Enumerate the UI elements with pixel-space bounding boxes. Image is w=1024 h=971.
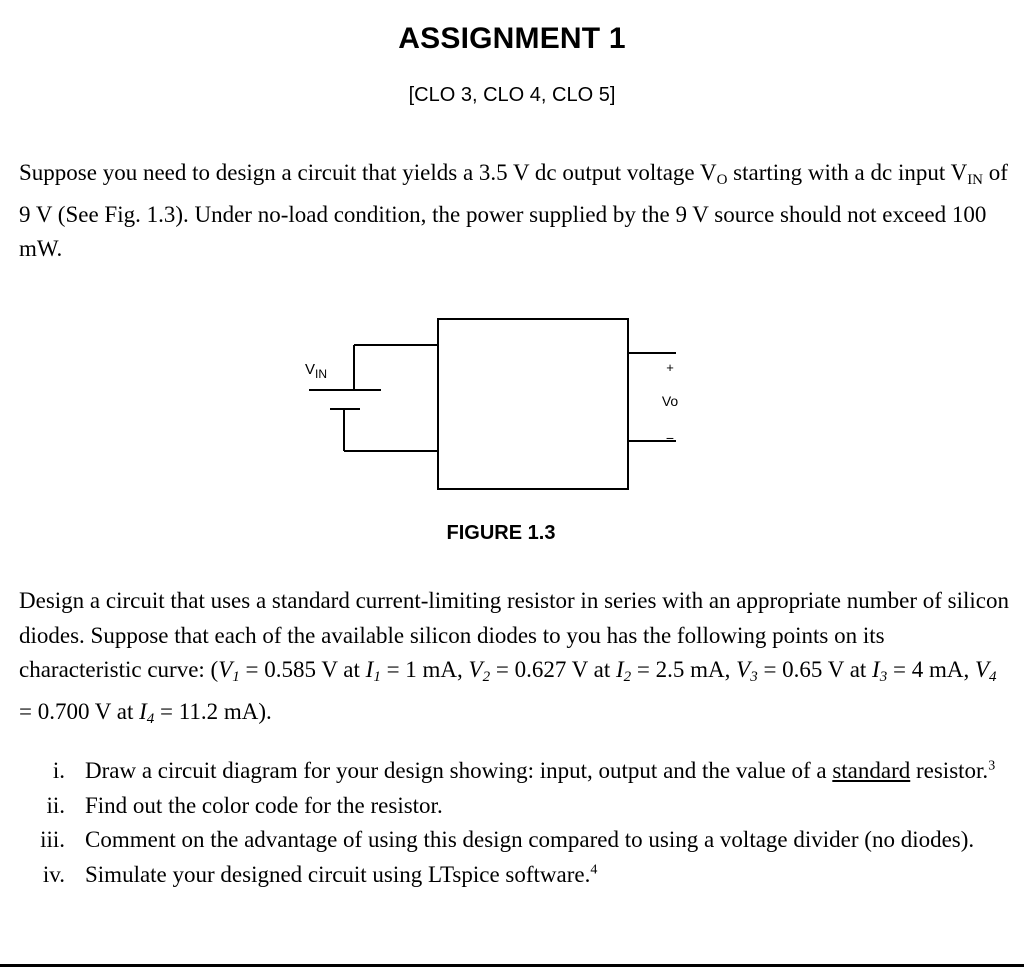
task-text: Comment on the advantage of using this design compared to using a voltage divider (no diodes). bbox=[85, 827, 975, 852]
intro-text-3: of 9 V (See Fig. 1.3). Under no-load condition, the power supplied by the 9 V source should not exceed 100 mW. bbox=[19, 160, 1008, 261]
design-text-4: = 0.627 V at bbox=[490, 657, 616, 682]
v1-subscript: 1 bbox=[232, 669, 240, 685]
minus-sign: − bbox=[665, 430, 675, 446]
task-text: Draw a circuit diagram for your design showing: input, output and the value of a bbox=[85, 758, 833, 783]
design-text-9: = 11.2 mA). bbox=[154, 698, 272, 724]
i2-symbol: I bbox=[615, 657, 624, 682]
task-number: iv. bbox=[42, 861, 65, 887]
circuit-block bbox=[438, 319, 628, 489]
design-text-7: = 4 mA, bbox=[887, 657, 975, 682]
figure-caption: FIGURE 1.3 bbox=[446, 522, 556, 544]
circuit-figure bbox=[290, 310, 710, 500]
vo-label: Vo bbox=[661, 393, 679, 409]
design-text-1: Design a circuit that uses a standard current-limiting resistor in series with an appropriate number of silicon diodes. Suppose that each of the available silicon diodes to you has the following points on its characteristic curve: ( bbox=[19, 588, 1009, 682]
vo-subscript: O bbox=[716, 172, 728, 188]
footnote-ref: 3 bbox=[988, 758, 996, 774]
design-text-6: = 0.65 V at bbox=[757, 657, 873, 682]
plus-sign: + bbox=[666, 360, 674, 375]
design-text-8: = 0.700 V at bbox=[19, 698, 140, 724]
intro-paragraph bbox=[19, 156, 1009, 267]
v4-symbol: V bbox=[974, 657, 990, 682]
design-text-2: = 0.585 V at bbox=[239, 657, 366, 682]
task-item bbox=[19, 858, 1009, 893]
v3-symbol: V bbox=[736, 657, 751, 682]
i4-symbol: I bbox=[139, 698, 147, 724]
task-number: ii. bbox=[46, 792, 65, 818]
task-item bbox=[19, 789, 1009, 824]
task-text: Find out the color code for the resistor. bbox=[85, 792, 443, 818]
footnote-ref: 4 bbox=[590, 861, 598, 877]
v2-symbol: V bbox=[468, 657, 483, 682]
i1-subscript: 1 bbox=[373, 669, 381, 685]
intro-text-1: Suppose you need to design a circuit that yields a 3.5 V dc output voltage V bbox=[19, 160, 717, 185]
v3-subscript: 3 bbox=[750, 669, 758, 685]
page-title: ASSIGNMENT 1 bbox=[398, 22, 626, 55]
task-number: iii. bbox=[40, 827, 65, 852]
i3-subscript: 3 bbox=[879, 669, 888, 685]
underlined-word: standard bbox=[832, 758, 911, 783]
task-item bbox=[19, 754, 1009, 789]
i1-symbol: I bbox=[365, 657, 374, 682]
intro-text-2: starting with a dc input V bbox=[727, 160, 968, 185]
design-text-3: = 1 mA, bbox=[380, 657, 469, 682]
design-text-5: = 2.5 mA, bbox=[631, 657, 737, 682]
task-text-end: resistor. bbox=[910, 758, 989, 783]
i3-symbol: I bbox=[872, 657, 880, 682]
design-paragraph bbox=[19, 584, 1009, 736]
v2-subscript: 2 bbox=[482, 669, 491, 685]
task-item bbox=[19, 823, 1009, 858]
v1-symbol: V bbox=[218, 657, 233, 682]
i4-subscript: 4 bbox=[146, 710, 155, 727]
vin-subscript: IN bbox=[967, 172, 984, 188]
page-bottom-edge bbox=[0, 964, 1024, 967]
v4-subscript: 4 bbox=[989, 669, 997, 685]
clo-references: [CLO 3, CLO 4, CLO 5] bbox=[408, 84, 616, 106]
task-text: Simulate your designed circuit using LTspice software. bbox=[85, 861, 591, 887]
vin-label: $V_{IN}$ bbox=[305, 361, 328, 381]
task-list bbox=[19, 754, 1009, 892]
i2-subscript: 2 bbox=[623, 669, 632, 685]
task-number: i. bbox=[52, 758, 65, 783]
